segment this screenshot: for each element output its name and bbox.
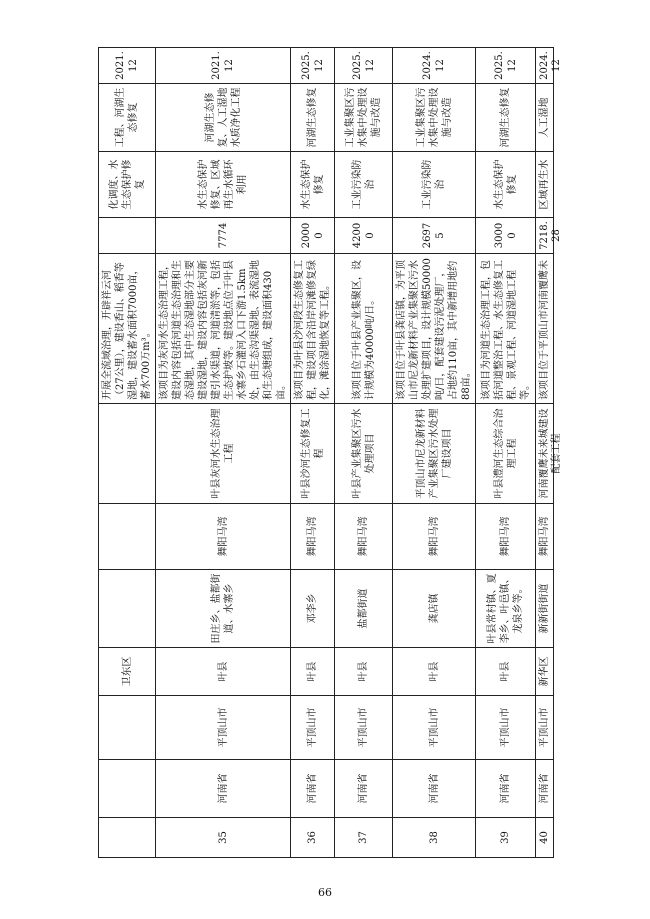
cell-project-type: 工业污染防治 xyxy=(393,152,476,218)
cell-basin: 舞阳马湾 xyxy=(476,504,536,570)
cell-basin xyxy=(99,504,156,570)
cell-county: 叶县 xyxy=(291,648,335,696)
project-table xyxy=(98,47,562,858)
table-row xyxy=(476,48,536,858)
table-row xyxy=(536,48,554,858)
cell-year: 2025.12 xyxy=(335,48,393,84)
cell-city xyxy=(99,696,156,760)
cell-county: 卫东区 xyxy=(99,648,156,696)
table-row xyxy=(335,48,393,858)
cell-project-type: 区域再生水 xyxy=(536,152,554,218)
table-row xyxy=(156,48,291,858)
cell-project-type: 水生态保护修复 xyxy=(291,152,335,218)
cell-project-type: 工业污染防治 xyxy=(335,152,393,218)
cell-town: 新新街街道 xyxy=(536,570,554,648)
cell-city: 平顶山市 xyxy=(536,696,554,760)
cell-year: 2025.12 xyxy=(291,48,335,84)
cell-year: 2021.12 xyxy=(99,48,156,84)
cell-basin: 舞阳马湾 xyxy=(156,504,291,570)
cell-city: 平顶山市 xyxy=(393,696,476,760)
table-row xyxy=(393,48,476,858)
cell-year: 2024.12 xyxy=(536,48,554,84)
cell-no xyxy=(99,818,156,858)
cell-no: 39 xyxy=(476,818,536,858)
cell-city: 平顶山市 xyxy=(476,696,536,760)
cell-project-content: 该项目为叶县沙河段生态修复工程，建设项目含沿岸河滩修复绿化，滩涂湿地恢复等工程。 xyxy=(291,254,335,404)
cell-investment: 30000 xyxy=(476,218,536,254)
cell-province: 河南省 xyxy=(156,760,291,818)
cell-project-name: 叶县沙河生态修复工程 xyxy=(291,404,335,504)
cell-project-nature: 人工湿地 xyxy=(536,84,554,152)
cell-project-nature: 河湖生态修复 xyxy=(291,84,335,152)
table-row xyxy=(99,48,156,858)
cell-county: 叶县 xyxy=(156,648,291,696)
cell-year: 2021.12 xyxy=(156,48,291,84)
cell-no: 35 xyxy=(156,818,291,858)
cell-project-name: 叶县灰河水生态治理工程 xyxy=(156,404,291,504)
cell-no: 37 xyxy=(335,818,393,858)
cell-project-type: 水生态保护修复、区域再生水循环利用 xyxy=(156,152,291,218)
cell-province: 河南省 xyxy=(476,760,536,818)
cell-project-name xyxy=(99,404,156,504)
cell-project-type: 水生态保护修复 xyxy=(476,152,536,218)
cell-investment: 7774 xyxy=(156,218,291,254)
cell-project-content: 该项目为灰河水生态治理工程，建设内容包括河道生态治理和生态湿地，其中生态湿地部分主要建设湿地，建设内容包括灰河新建引水渠道，河道清淤等，包括生态护坡等。建设地点位于叶县水寨乡石灌河入口下游1.5km处，由生态沟渠湿地、表流湿地和生态塘组成，建设面积430亩。 xyxy=(156,254,291,404)
cell-project-nature: 工业集聚区污水集中处理设施与改造 xyxy=(335,84,393,152)
cell-town: 龚店镇 xyxy=(393,570,476,648)
cell-city: 平顶山市 xyxy=(291,696,335,760)
cell-year: 2025.12 xyxy=(476,48,536,84)
cell-project-nature: 工业集聚区污水集中处理设施与改造 xyxy=(393,84,476,152)
cell-investment: 20000 xyxy=(291,218,335,254)
cell-county: 叶县 xyxy=(335,648,393,696)
cell-project-content: 该项目为河道生态治理工程，包括河道整治工程、水生态修复工程、景观工程、河道湿地工程等。 xyxy=(476,254,536,404)
cell-project-nature: 河湖生态修复 xyxy=(476,84,536,152)
cell-province: 河南省 xyxy=(393,760,476,818)
cell-investment xyxy=(99,218,156,254)
rotated-table-container xyxy=(98,48,562,858)
cell-province xyxy=(99,760,156,818)
cell-county: 新华区 xyxy=(536,648,554,696)
cell-project-name: 叶县产业集聚区污水处理项目 xyxy=(335,404,393,504)
cell-town: 邓李乡 xyxy=(291,570,335,648)
cell-project-content: 该项目位于叶县产业集聚区，设计规模为40000吨/日。 xyxy=(335,254,393,404)
cell-province: 河南省 xyxy=(536,760,554,818)
cell-project-name: 叶县澧河生态综合治理工程 xyxy=(476,404,536,504)
cell-investment: 7218.28 xyxy=(536,218,554,254)
cell-city: 平顶山市 xyxy=(156,696,291,760)
cell-project-nature: 工程、河湖生态修复 xyxy=(99,84,156,152)
cell-town: 叶县常村镇、夏李乡、叶邑镇、龙泉乡等。 xyxy=(476,570,536,648)
cell-project-content: 该项目位于平顶山市河南覆鹰未 xyxy=(536,254,554,404)
cell-basin: 舞阳马湾 xyxy=(536,504,554,570)
cell-province: 河南省 xyxy=(335,760,393,818)
cell-town: 田庄乡、盐都街道、水寨乡 xyxy=(156,570,291,648)
cell-project-name: 平顶山市尼龙新材料产业集聚区污水处理厂建设项目 xyxy=(393,404,476,504)
cell-basin: 舞阳马湾 xyxy=(335,504,393,570)
cell-year: 2024.12 xyxy=(393,48,476,84)
cell-town: 盐都街道 xyxy=(335,570,393,648)
cell-project-type: 化调度、水生态保护修复 xyxy=(99,152,156,218)
cell-project-name: 河南覆鹰未来城建设配套工程 xyxy=(536,404,554,504)
cell-investment: 42000 xyxy=(335,218,393,254)
table-row xyxy=(291,48,335,858)
cell-project-nature: 河湖生态修复、人工湿地水质净化工程 xyxy=(156,84,291,152)
cell-project-content: 开展全流域治理，开辟祥云河（27公里），建设香山、稻香等湿地，建设蓄水面积7000亩，蓄水700万m³。 xyxy=(99,254,156,404)
cell-no: 38 xyxy=(393,818,476,858)
page-number: 66 xyxy=(318,886,332,899)
cell-county: 叶县 xyxy=(476,648,536,696)
table-frame xyxy=(98,48,562,858)
cell-investment: 26975 xyxy=(393,218,476,254)
cell-no: 40 xyxy=(536,818,554,858)
cell-county: 叶县 xyxy=(393,648,476,696)
cell-project-content: 该项目位于叶县龚店镇，为平顶山市尼龙新材料产业集聚区污水处理扩建项目，设计规模50000吨/日，配套建设污泥处理厂，占地约110亩，其中新增用地约88亩。 xyxy=(393,254,476,404)
cell-town xyxy=(99,570,156,648)
cell-city: 平顶山市 xyxy=(335,696,393,760)
cell-basin: 舞阳马湾 xyxy=(393,504,476,570)
cell-province: 河南省 xyxy=(291,760,335,818)
cell-basin: 舞阳马湾 xyxy=(291,504,335,570)
cell-no: 36 xyxy=(291,818,335,858)
